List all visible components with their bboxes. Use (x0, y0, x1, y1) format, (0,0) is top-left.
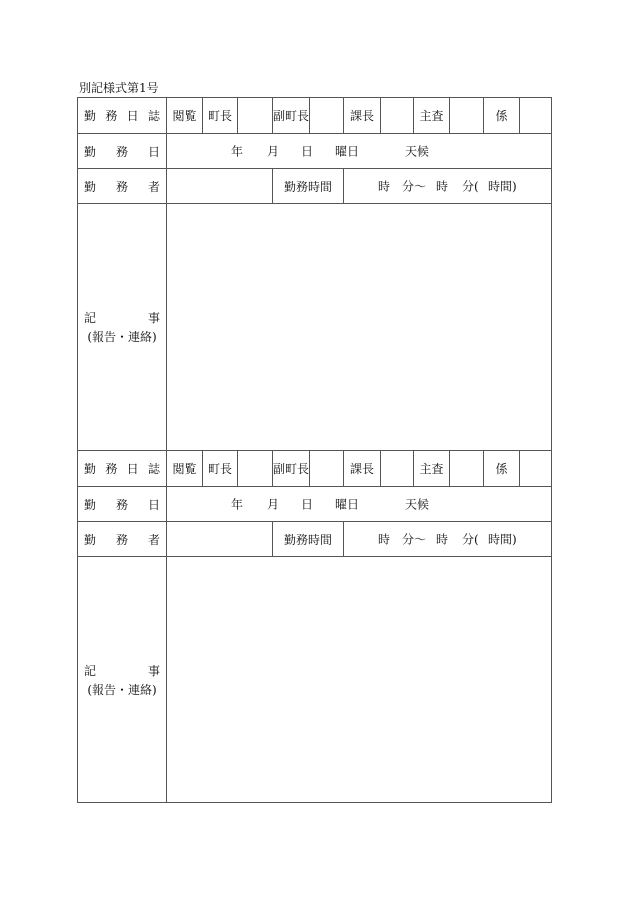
stamp-box-staff[interactable] (520, 451, 551, 486)
stamp-box-deputy-mayor[interactable] (310, 98, 344, 133)
work-day-row (78, 487, 551, 522)
worker-label: 勤 務 者 (78, 169, 167, 203)
stamp-label-staff: 係 (484, 451, 520, 486)
notes-field[interactable] (167, 204, 551, 450)
stamp-box-staff[interactable] (520, 98, 551, 133)
work-log-sheet (77, 97, 552, 803)
year-label: 年 (231, 497, 244, 512)
stamp-label-section-chief: 課長 (344, 451, 381, 486)
stamp-box-section-chief[interactable] (381, 98, 414, 133)
stamp-box-inspector[interactable] (450, 451, 484, 486)
notes-label: 記 事 (報告・連絡) (78, 557, 167, 802)
work-day-field[interactable] (167, 134, 551, 168)
work-hours-field[interactable]: 時 分〜 時 分( 時間) (378, 179, 517, 194)
worker-name-field[interactable] (167, 522, 273, 556)
stamp-box-inspector[interactable] (450, 98, 484, 133)
work-log-label: 勤 務 日 誌 (78, 451, 167, 486)
work-hours-label: 勤務時間 (273, 169, 344, 203)
notes-field[interactable] (167, 557, 551, 802)
stamp-box-section-chief[interactable] (381, 451, 414, 486)
notes-label: 記 事 (報告・連絡) (78, 204, 167, 450)
stamp-label-mayor: 町長 (203, 451, 238, 486)
stamp-label-section-chief: 課長 (344, 98, 381, 133)
stamp-box-mayor[interactable] (238, 98, 273, 133)
stamp-label-deputy-mayor: 副町長 (273, 98, 310, 133)
header-row (78, 98, 551, 134)
weekday-label: 曜日 (335, 144, 360, 159)
month-label: 月 (267, 497, 280, 512)
form-title: 別記様式第1号 (79, 81, 159, 95)
weather-label: 天候 (405, 144, 430, 159)
work-day-field[interactable] (167, 487, 551, 521)
worker-row (78, 522, 551, 557)
stamp-box-deputy-mayor[interactable] (310, 451, 344, 486)
stamp-label-review: 閲覧 (167, 451, 203, 486)
stamp-label-mayor: 町長 (203, 98, 238, 133)
work-day-label: 勤 務 日 (78, 134, 167, 168)
stamp-box-mayor[interactable] (238, 451, 273, 486)
header-row (78, 451, 551, 487)
year-label: 年 (231, 144, 244, 159)
worker-name-field[interactable] (167, 169, 273, 203)
day-label: 日 (301, 144, 314, 159)
work-log-block-1 (78, 98, 551, 451)
worker-label: 勤 務 者 (78, 522, 167, 556)
work-day-label: 勤 務 日 (78, 487, 167, 521)
stamp-label-deputy-mayor: 副町長 (273, 451, 310, 486)
work-day-row (78, 134, 551, 169)
worker-row (78, 169, 551, 204)
notes-row (78, 557, 551, 802)
stamp-label-review: 閲覧 (167, 98, 203, 133)
weather-label: 天候 (405, 497, 430, 512)
day-label: 日 (301, 497, 314, 512)
notes-row (78, 204, 551, 451)
work-log-label: 勤 務 日 誌 (78, 98, 167, 133)
weekday-label: 曜日 (335, 497, 360, 512)
month-label: 月 (267, 144, 280, 159)
stamp-label-staff: 係 (484, 98, 520, 133)
work-log-block-2 (78, 451, 551, 802)
work-hours-label: 勤務時間 (273, 522, 344, 556)
stamp-label-inspector: 主査 (414, 451, 450, 486)
work-hours-field[interactable]: 時 分〜 時 分( 時間) (378, 532, 517, 547)
stamp-label-inspector: 主査 (414, 98, 450, 133)
